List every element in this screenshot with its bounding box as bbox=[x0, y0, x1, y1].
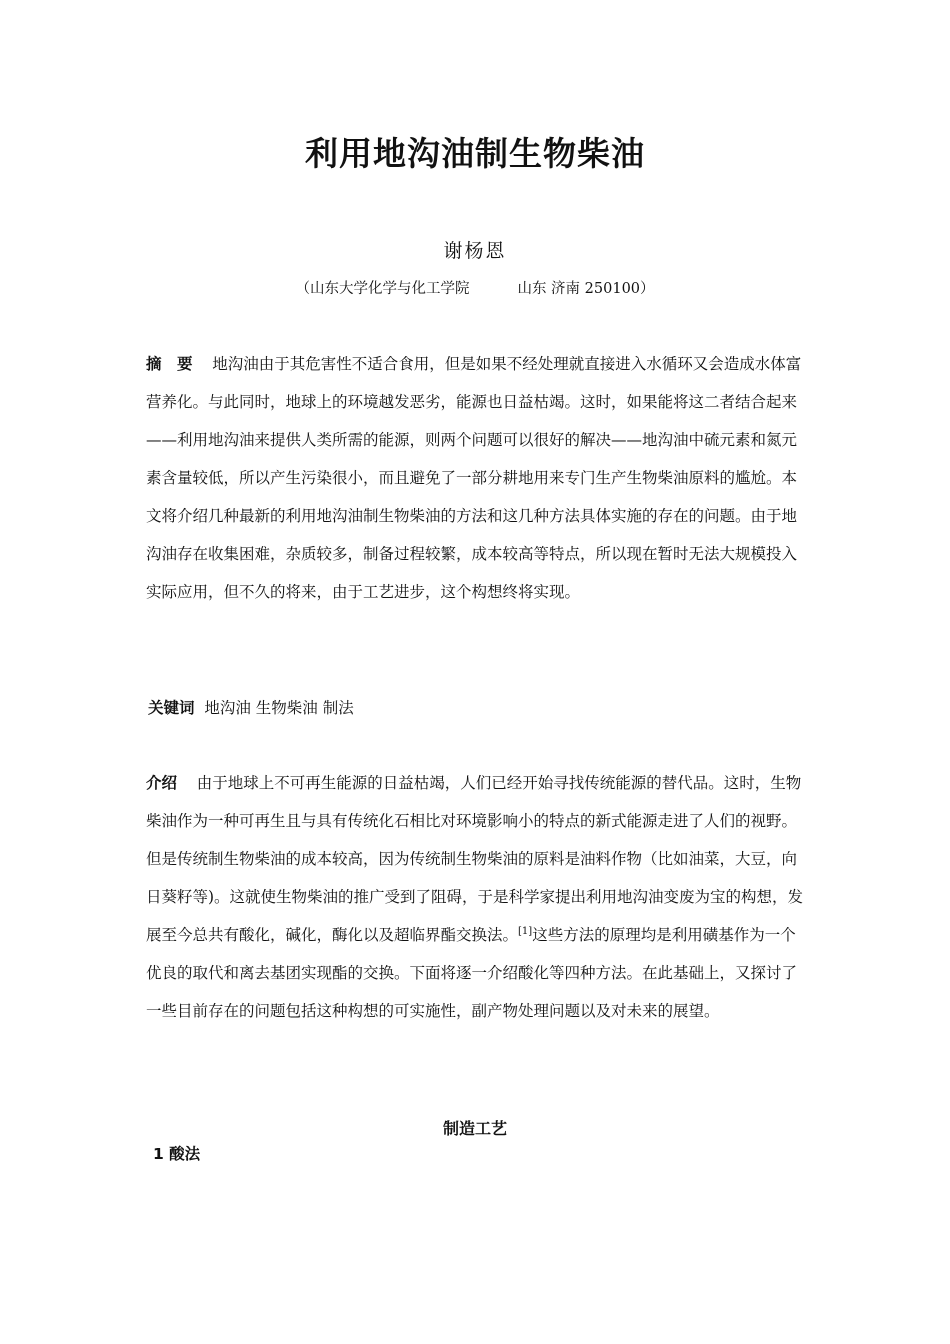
affiliation-location: 山东 济南 250100 bbox=[517, 281, 641, 297]
subsection-heading: 1 酸法 bbox=[153, 1145, 201, 1163]
affiliation-close-paren: ） bbox=[640, 281, 655, 297]
affiliation-open-paren: （ bbox=[295, 281, 310, 297]
section-heading: 制造工艺 bbox=[442, 1119, 507, 1138]
paper-title: 利用地沟油制生物柴油 bbox=[305, 134, 645, 173]
author-name: 谢杨恩 bbox=[443, 240, 507, 262]
affiliation-institution: 山东大学化学与化工学院 bbox=[309, 281, 470, 297]
intro-text-part2: 这些方法的原理均是利用磺基作为一个优良的取代和离去基团实现酯的交换。下面将逐一介绍酸化等四种方法。在此基础上，又探讨了一些目前存在的问题包括这种构想的可实施性，副产物处理问题以及对未来的展望。 bbox=[146, 926, 798, 1020]
keywords-text: 地沟油 生物柴油 制法 bbox=[204, 699, 354, 717]
abstract-text: 地沟油由于其危害性不适合食用，但是如果不经处理就直接进入水循环又会造成水体富营养化。与此同时，地球上的环境越发恶劣，能源也日益枯竭。这时，如果能将这二者结合起来——利用地沟油来提供人类所需的能源，则两个问题可以很好的解决——地沟油中硫元素和氮元素含量较低，所以产生污染很小，而且避免了一部分耕地用来专门生产生物柴油原料的尴尬。本文将介绍几种最新的利用地沟油制生物柴油的方法和这几种方法具体实施的存在的问题。由于地沟油存在收集困难，杂质较多，制备过程较繁，成本较高等特点，所以现在暂时无法大规模投入实际应用，但不久的将来，由于工艺进步，这个构想终将实现。 bbox=[146, 355, 802, 601]
keywords-line bbox=[148, 689, 812, 727]
intro-text-part1: 由于地球上不可再生能源的日益枯竭，人们已经开始寻找传统能源的替代品。这时，生物柴油作为一种可再生且与具有传统化石相比对环境影响小的特点的新式能源走进了人们的视野。但是传统制生物柴油的成本较高，因为传统制生物柴油的原料是油料作物（比如油菜，大豆，向日葵籽等)。这就使生物柴油的推广受到了阻碍，于是科学家提出利用地沟油变废为宝的构想，发展至今总共有酸化，碱化，酶化以及超临界酯交换法。 bbox=[146, 774, 804, 944]
affiliation bbox=[0, 277, 950, 298]
keywords-label: 关键词 bbox=[148, 699, 195, 717]
citation-marker[interactable]: [1] bbox=[518, 925, 533, 937]
abstract-label: 摘 要 bbox=[146, 355, 193, 373]
intro-label: 介绍 bbox=[146, 774, 178, 792]
intro-paragraph bbox=[146, 764, 810, 1030]
abstract-paragraph bbox=[146, 345, 810, 611]
